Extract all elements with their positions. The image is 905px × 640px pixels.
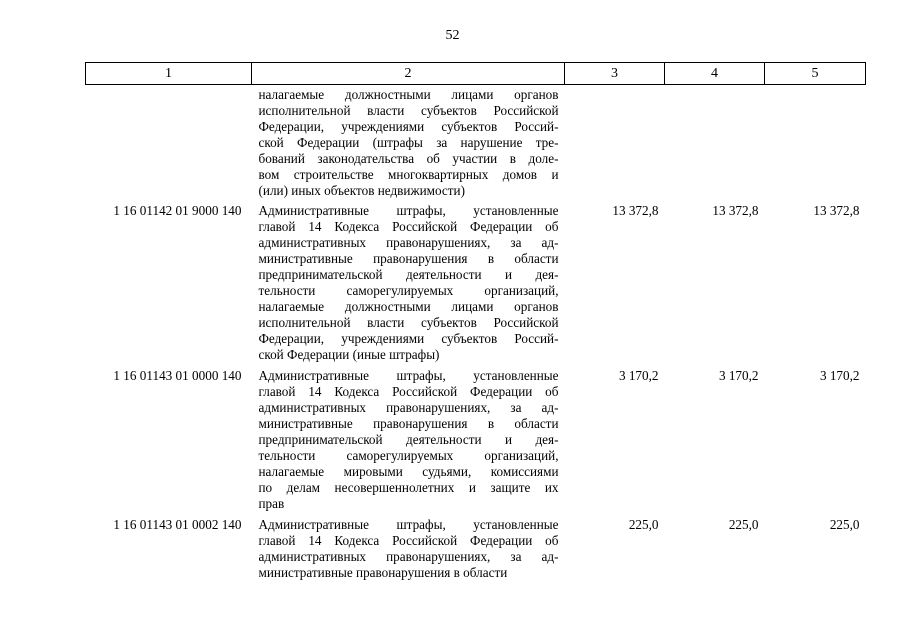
- row-description: [252, 513, 565, 582]
- description-line: вом строительстве многоквартирных домов и: [258, 167, 559, 182]
- column-header-2: 2: [252, 63, 565, 85]
- description-line: министративные правонарушения в области: [258, 565, 508, 580]
- row-value-3: 3 170,2: [618, 368, 659, 383]
- description-line: предпринимательской деятельности и дея-: [258, 432, 559, 447]
- table-row: [86, 199, 866, 364]
- description-line: главой 14 Кодекса Российской Федерации об: [258, 384, 559, 399]
- description-line: главой 14 Кодекса Российской Федерации об: [258, 219, 559, 234]
- description-line: административных правонарушениях, за ад-: [258, 235, 559, 250]
- column-header-4: 4: [665, 63, 765, 85]
- description-line: министративные правонарушения в области: [258, 416, 559, 431]
- row-value-3: 13 372,8: [612, 203, 659, 218]
- row-value-5: 225,0: [829, 517, 860, 532]
- row-value-4: 3 170,2: [718, 368, 759, 383]
- description-line: (или) иных объектов недвижимости): [258, 183, 465, 198]
- row-value-5: 13 372,8: [813, 203, 860, 218]
- description-line: налагаемые должностными лицами органов: [258, 299, 559, 314]
- table-row: [86, 513, 866, 582]
- row-code: 1 16 01142 01 9000 140: [113, 203, 242, 218]
- budget-table: [85, 62, 866, 582]
- description-line: Федерации, учреждениями субъектов Россий-: [258, 119, 559, 134]
- description-line: ской Федерации (штрафы за нарушение тре-: [258, 135, 559, 150]
- column-header-3: 3: [565, 63, 665, 85]
- description-line: административных правонарушениях, за ад-: [258, 549, 559, 564]
- description-line: Административные штрафы, установленные: [258, 517, 559, 532]
- description-line: тельности саморегулируемых организаций,: [258, 448, 559, 463]
- column-header-1: 1: [86, 63, 252, 85]
- description-line: исполнительной власти субъектов Российской: [258, 103, 559, 118]
- description-line: главой 14 Кодекса Российской Федерации об: [258, 533, 559, 548]
- description-line: бований законодательства об участии в доле-: [258, 151, 559, 166]
- description-line: налагаемые мировыми судьями, комиссиями: [258, 464, 559, 479]
- description-line: административных правонарушениях, за ад-: [258, 400, 559, 415]
- row-value-4: 13 372,8: [712, 203, 759, 218]
- page-number: 52: [445, 28, 460, 43]
- description-line: исполнительной власти субъектов Российской: [258, 315, 559, 330]
- description-line: прав: [258, 496, 285, 511]
- row-value-4: 225,0: [728, 517, 759, 532]
- description-line: Административные штрафы, установленные: [258, 368, 559, 383]
- row-code: [86, 85, 252, 200]
- description-line: тельности саморегулируемых организаций,: [258, 283, 559, 298]
- table-body: [86, 85, 866, 583]
- column-header-5: 5: [765, 63, 866, 85]
- table-row-continuation: [86, 85, 866, 200]
- description-line: предпринимательской деятельности и дея-: [258, 267, 559, 282]
- description-line: министративные правонарушения в области: [258, 251, 559, 266]
- table-row: [86, 364, 866, 513]
- description-line: ской Федерации (иные штрафы): [258, 347, 440, 362]
- row-value-5: 3 170,2: [819, 368, 860, 383]
- row-value-3: 225,0: [628, 517, 659, 532]
- table-header-row: [86, 63, 866, 85]
- row-description: [252, 364, 565, 513]
- row-code: 1 16 01143 01 0000 140: [113, 368, 242, 383]
- description-line: Административные штрафы, установленные: [258, 203, 559, 218]
- description-line: Федерации, учреждениями субъектов Россий-: [258, 331, 559, 346]
- description-line: по делам несовершеннолетних и защите их: [258, 480, 559, 495]
- description-line: налагаемые должностными лицами органов: [258, 87, 559, 102]
- row-description: [252, 199, 565, 364]
- row-description: [252, 85, 565, 200]
- row-code: 1 16 01143 01 0002 140: [113, 517, 242, 532]
